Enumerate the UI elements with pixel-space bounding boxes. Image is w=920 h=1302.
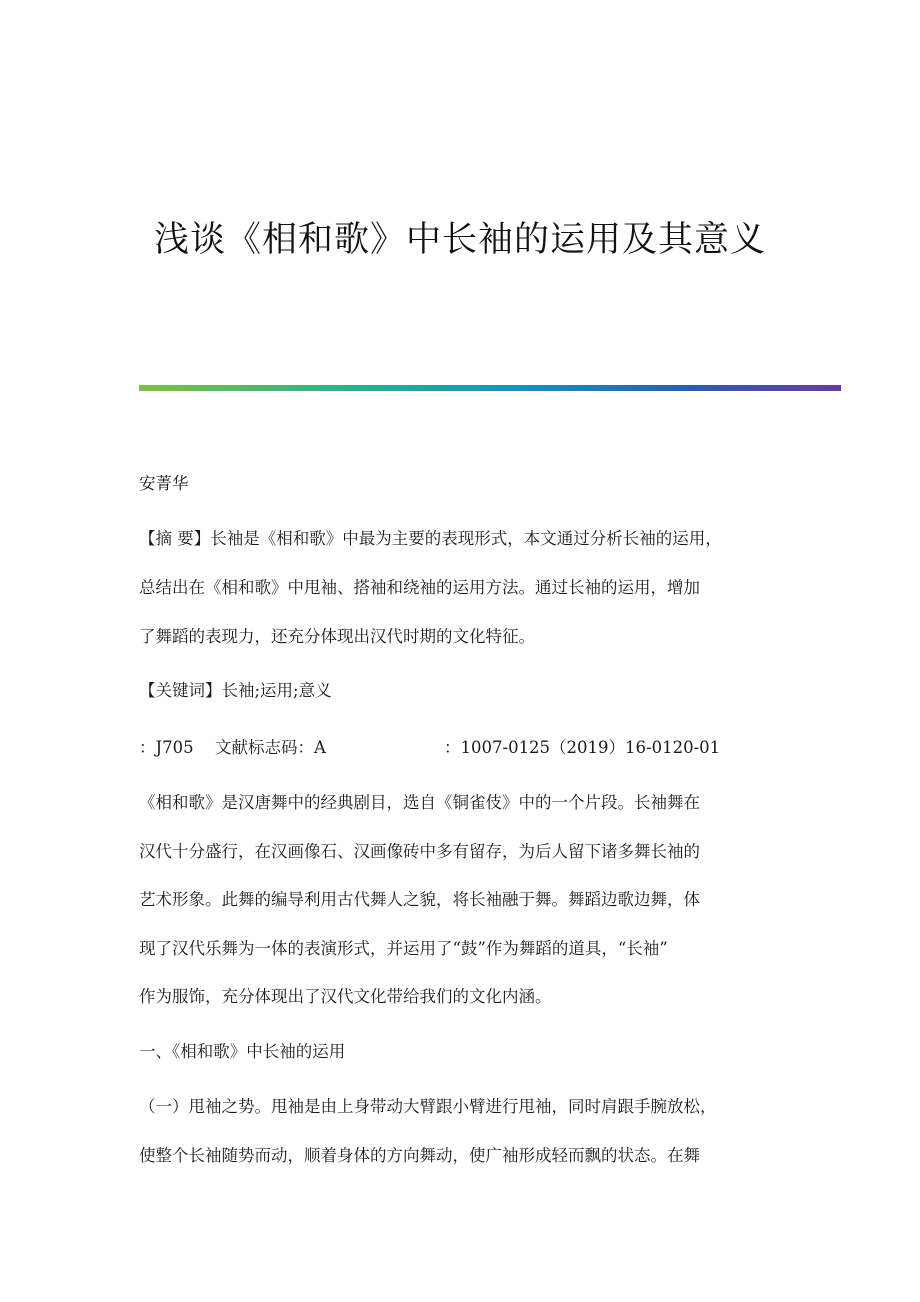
classification-clc: ：J705 [139,738,194,757]
section-heading: 一、《相和歌》中长袖的运用 [139,1042,346,1061]
gradient-divider [139,385,841,391]
abstract-line: 总结出在《相和歌》中甩袖、搭袖和绕袖的运用方法。通过长袖的运用，增加 [139,578,700,597]
paper-title: 浅谈《相和歌》中长袖的运用及其意义 [153,220,766,260]
keywords-line: 【关键词】长袖;运用;意义 [139,681,332,700]
intro-line: 《相和歌》是汉唐舞中的经典剧目，选自《铜雀伎》中的一个片段。长袖舞在 [139,793,700,812]
author-name: 安菁华 [139,474,189,493]
body-line: 使整个长袖随势而动，顺着身体的方向舞动，使广袖形成轻而飘的状态。在舞 [139,1146,700,1165]
classification-article-id: ：1007-0125（2019）16-0120-01 [444,738,721,757]
abstract-line: 了舞蹈的表现力，还充分体现出汉代时期的文化特征。 [139,627,535,646]
intro-line: 艺术形象。此舞的编导利用古代舞人之貌，将长袖融于舞。舞蹈边歌边舞，体 [139,890,700,909]
intro-line: 现了汉代乐舞为一体的表演形式，并运用了“鼓”作为舞蹈的道具，“长袖” [139,939,668,958]
body-line: （一）甩袖之势。甩袖是由上身带动大臂跟小臂进行甩袖，同时肩跟手腕放松， [139,1097,717,1116]
intro-line: 汉代十分盛行，在汉画像石、汉画像砖中多有留存，为后人留下诸多舞长袖的 [139,842,700,861]
abstract-line: 【摘 要】长袖是《相和歌》中最为主要的表现形式，本文通过分析长袖的运用， [139,529,722,548]
intro-line: 作为服饰，充分体现出了汉代文化带给我们的文化内涵。 [139,987,552,1006]
classification-doc-code: 文献标志码：A [215,738,326,757]
